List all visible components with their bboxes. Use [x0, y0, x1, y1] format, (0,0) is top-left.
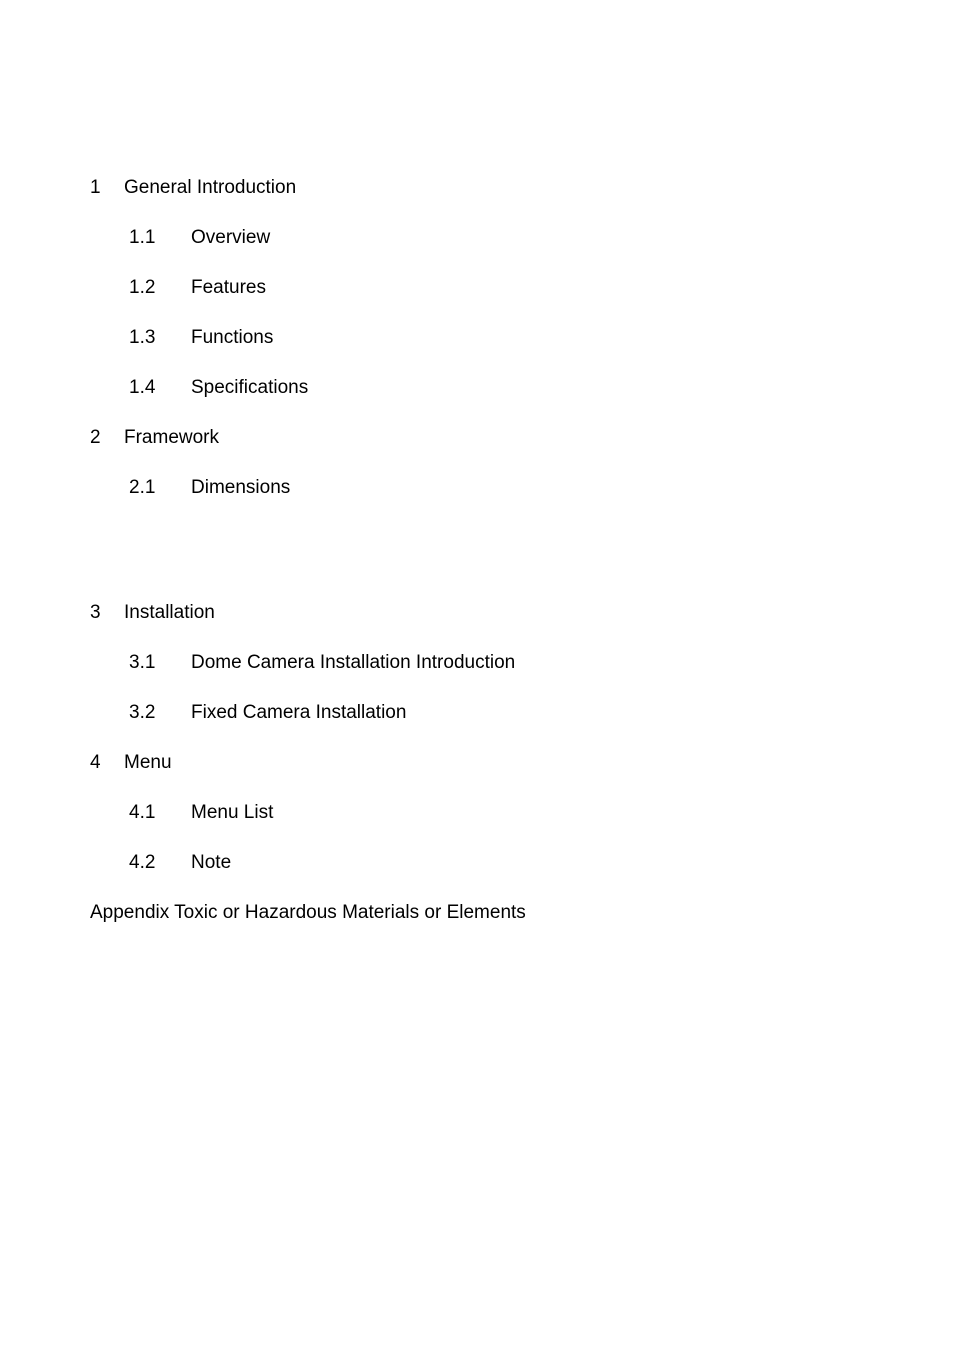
- toc-entry-title: Features: [191, 277, 266, 298]
- toc-entry-number: 3.1: [129, 652, 156, 673]
- toc-entry-number: 4.1: [129, 802, 156, 823]
- toc-entry-number: 1.2: [129, 277, 156, 298]
- toc-entry-number: 1.4: [129, 377, 156, 398]
- toc-entry-title: Overview: [191, 227, 271, 248]
- toc-entry-title: Installation: [124, 602, 215, 623]
- toc-entry-title: Functions: [191, 327, 274, 348]
- toc-entry-title: Menu List: [191, 802, 274, 823]
- toc-entry-number: 1.3: [129, 327, 156, 348]
- toc-entry-title: General Introduction: [124, 177, 297, 198]
- toc-entry-title: Fixed Camera Installation: [191, 702, 407, 723]
- toc-entry-title: Note: [191, 852, 232, 873]
- toc-entry-number: 4: [90, 752, 101, 773]
- toc-entry-title: Dimensions: [191, 477, 291, 498]
- toc-entry-title: Menu: [124, 752, 172, 773]
- toc-entry-number: 3.2: [129, 702, 156, 723]
- toc-entry-number: 2: [90, 427, 101, 448]
- toc-entry-number: 2.1: [129, 477, 156, 498]
- toc-entry-number: 4.2: [129, 852, 156, 873]
- toc-entry-number: 3: [90, 602, 101, 623]
- toc-entry-title: Framework: [124, 427, 220, 448]
- toc-entry-title: Dome Camera Installation Introduction: [191, 652, 516, 673]
- toc-entry-number: 1.1: [129, 227, 156, 248]
- toc-entry-title: Specifications: [191, 377, 309, 398]
- toc-entry-title: Appendix Toxic or Hazardous Materials or Elements: [90, 902, 526, 923]
- toc-entry-number: 1: [90, 177, 101, 198]
